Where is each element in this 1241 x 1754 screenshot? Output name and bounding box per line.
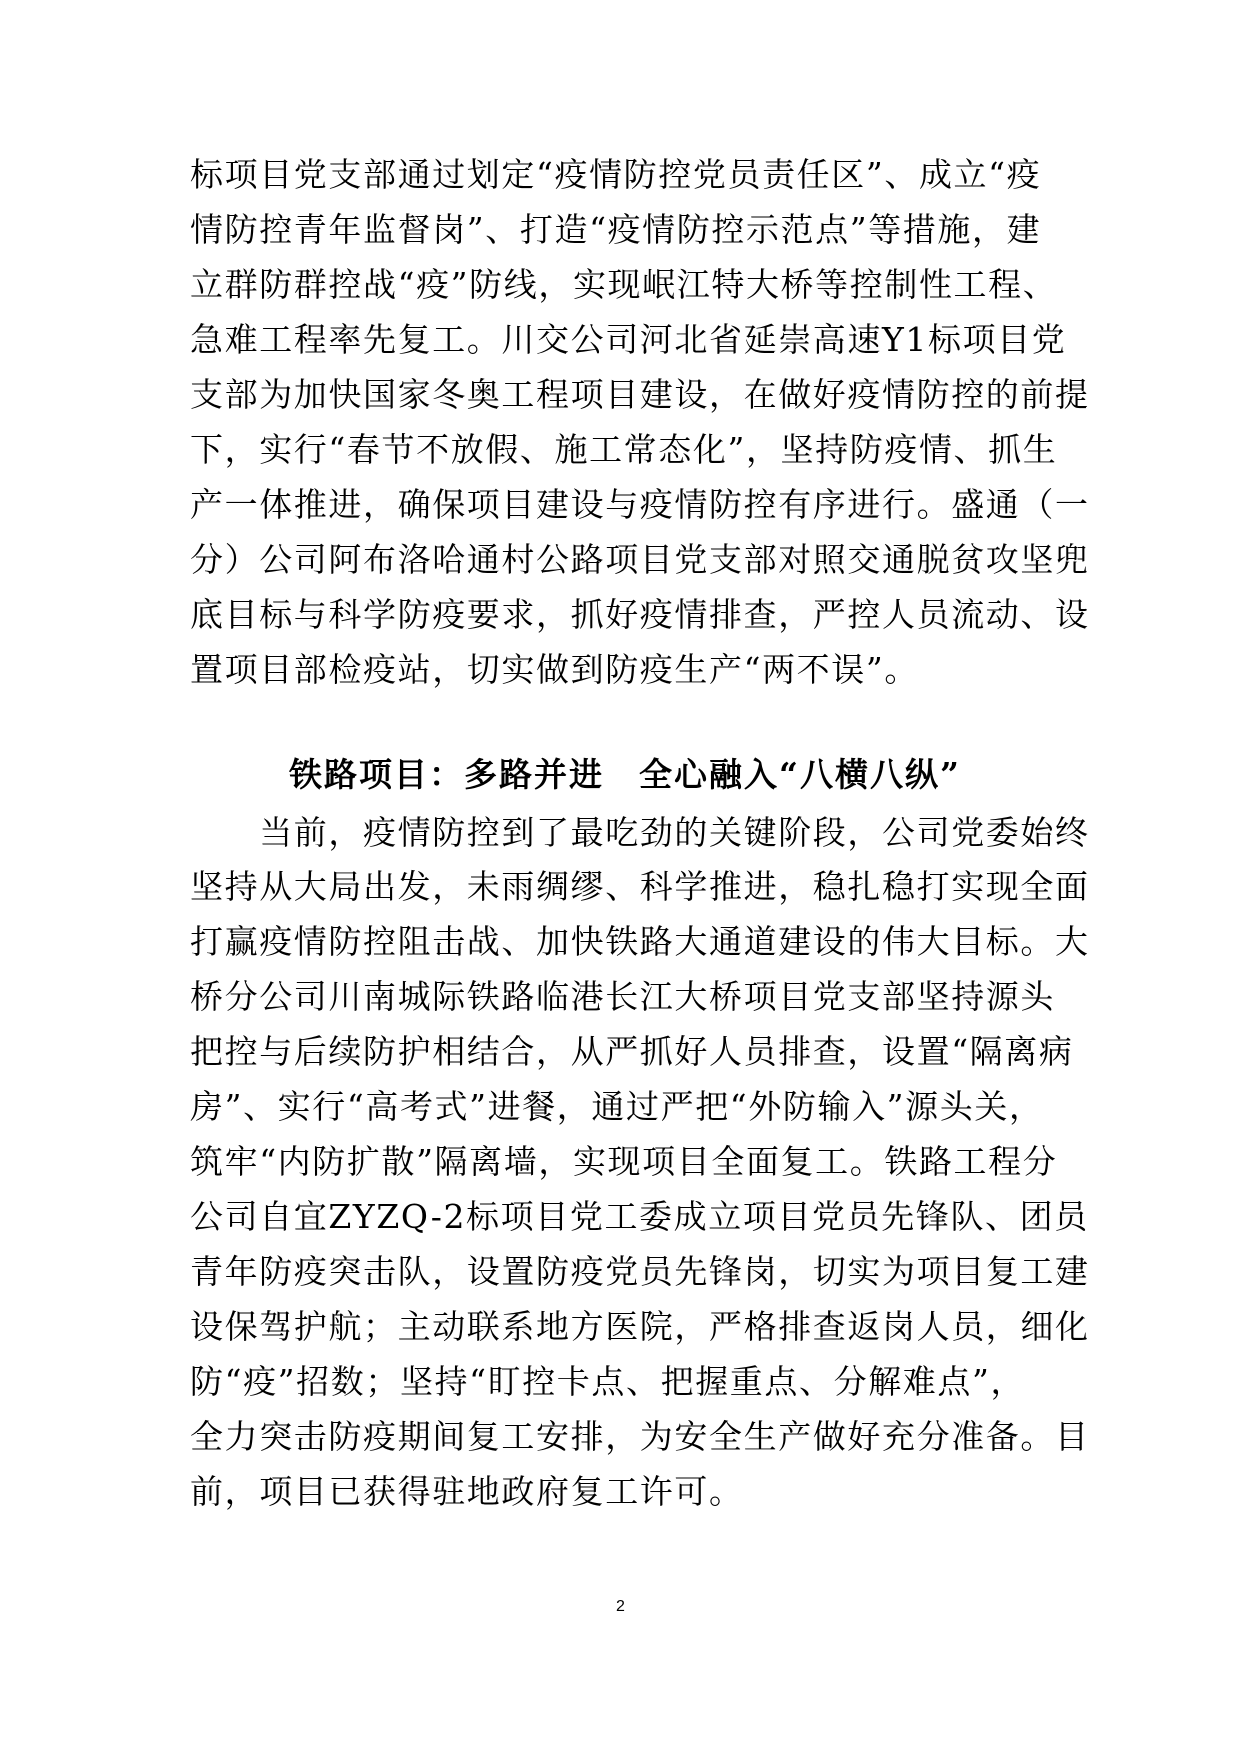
- paragraph-1-line-10: 置项目部检疫站，切实做到防疫生产“两不误”。: [190, 650, 919, 689]
- paragraph-2-line-10: 设保驾护航；主动联系地方医院，严格排查返岗人员，细化: [190, 1307, 1090, 1346]
- paragraph-1-line-5: 支部为加快国家冬奥工程项目建设，在做好疫情防控的前提: [190, 375, 1090, 414]
- section-heading: 铁路项目：多路并进 全心融入“八横八纵”: [289, 755, 961, 794]
- paragraph-1-line-1: 标项目党支部通过划定“疫情防控党员责任区”、成立“疫: [190, 155, 1042, 194]
- paragraph-2-line-2: 坚持从大局出发，未雨绸缪、科学推进，稳扎稳打实现全面: [190, 867, 1090, 906]
- paragraph-1-line-7: 产一体推进，确保项目建设与疫情防控有序进行。盛通（一: [190, 485, 1090, 524]
- paragraph-2-line-9: 青年防疫突击队，设置防疫党员先锋岗，切实为项目复工建: [190, 1252, 1090, 1291]
- paragraph-2-line-13: 前，项目已获得驻地政府复工许可。: [190, 1472, 744, 1511]
- paragraph-1-line-9: 底目标与科学防疫要求，抓好疫情排查，严控人员流动、设: [190, 595, 1090, 634]
- paragraph-2-line-4: 桥分公司川南城际铁路临港长江大桥项目党支部坚持源头: [190, 977, 1055, 1016]
- paragraph-1-line-8: 分）公司阿布洛哈通村公路项目党支部对照交通脱贫攻坚兜: [190, 540, 1090, 579]
- paragraph-2-line-7: 筑牢“内防扩散”隔离墙，实现项目全面复工。铁路工程分: [190, 1142, 1058, 1181]
- page-number: 2: [616, 1598, 625, 1615]
- paragraph-2-line-1: 当前，疫情防控到了最吃劲的关键阶段，公司党委始终: [190, 813, 1090, 852]
- paragraph-2-line-8: 公司自宜ZYZQ-2标项目党工委成立项目党员先锋队、团员: [190, 1197, 1089, 1236]
- paragraph-1-line-4: 急难工程率先复工。川交公司河北省延崇高速Y1标项目党: [190, 320, 1067, 359]
- paragraph-1-line-6: 下，实行“春节不放假、施工常态化”，坚持防疫情、抓生: [190, 430, 1058, 469]
- paragraph-2-line-6: 房”、实行“高考式”进餐，通过严把“外防输入”源头关，: [190, 1087, 1044, 1126]
- paragraph-2-line-5: 把控与后续防护相结合，从严抓好人员排查，设置“隔离病: [190, 1032, 1074, 1071]
- paragraph-2-line-11: 防“疫”招数；坚持“盯控卡点、把握重点、分解难点”，: [190, 1362, 1026, 1401]
- paragraph-2-line-3: 打赢疫情防控阻击战、加快铁路大通道建设的伟大目标。大: [190, 922, 1090, 961]
- paragraph-1-line-3: 立群防群控战“疫”防线，实现岷江特大桥等控制性工程、: [190, 265, 1058, 304]
- paragraph-1-line-2: 情防控青年监督岗”、打造“疫情防控示范点”等措施，建: [190, 210, 1042, 249]
- paragraph-2-line-12: 全力突击防疫期间复工安排，为安全生产做好充分准备。目: [190, 1417, 1090, 1456]
